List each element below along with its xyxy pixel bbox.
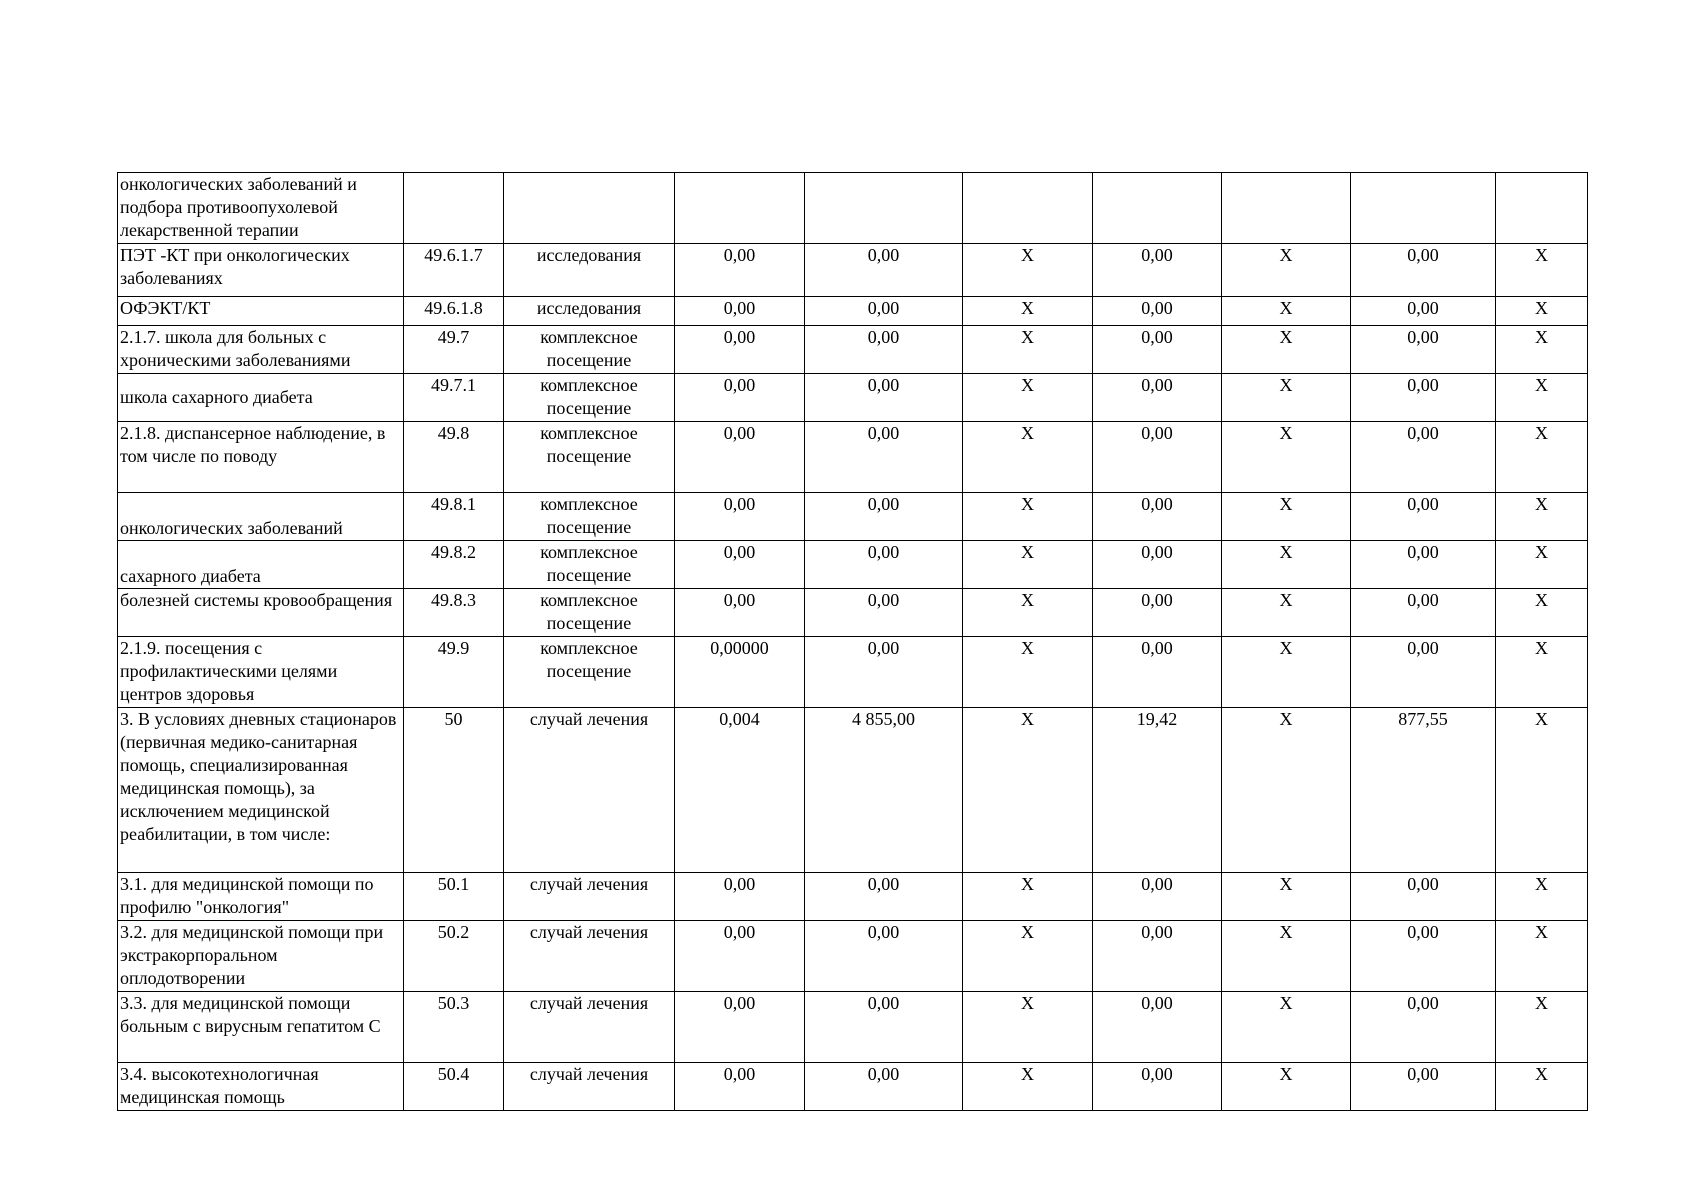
row-value-cell: X xyxy=(1222,589,1351,637)
row-unit-cell: исследования xyxy=(504,244,675,297)
row-value-cell: X xyxy=(1496,493,1588,541)
row-value-cell: 0,00 xyxy=(805,297,963,326)
row-value-cell: X xyxy=(1496,873,1588,921)
row-value-cell: 0,00 xyxy=(805,374,963,422)
row-value-cell: 0,00 xyxy=(1351,992,1496,1063)
row-value-cell: 0,00 xyxy=(805,992,963,1063)
row-code-cell: 49.8.3 xyxy=(404,589,504,637)
row-code-cell: 49.8 xyxy=(404,422,504,493)
row-value-cell xyxy=(1496,173,1588,244)
row-value-cell: X xyxy=(1496,921,1588,992)
row-value-cell: 0,00 xyxy=(805,637,963,708)
row-name-cell: 2.1.8. диспансерное наблюдение, в том числе по поводу xyxy=(118,422,404,493)
row-unit-cell: случай лечения xyxy=(504,708,675,873)
row-value-cell: 0,00 xyxy=(1093,422,1222,493)
row-value-cell xyxy=(1351,173,1496,244)
row-name-cell: 3.3. для медицинской помощи больным с вирусным гепатитом С xyxy=(118,992,404,1063)
row-value-cell: 0,00 xyxy=(675,992,805,1063)
row-unit-cell: случай лечения xyxy=(504,921,675,992)
row-value-cell: 0,00 xyxy=(1351,244,1496,297)
row-value-cell: 0,00 xyxy=(1093,374,1222,422)
row-value-cell: 0,00 xyxy=(805,541,963,589)
row-value-cell: 19,42 xyxy=(1093,708,1222,873)
row-value-cell: 0,00 xyxy=(1351,1063,1496,1111)
row-value-cell: 0,00 xyxy=(805,422,963,493)
row-value-cell xyxy=(675,173,805,244)
table-row xyxy=(118,708,1588,873)
row-name-cell: 2.1.7. школа для больных с хроническими заболеваниями xyxy=(118,326,404,374)
row-value-cell: 0,00 xyxy=(1351,873,1496,921)
row-value-cell: X xyxy=(963,921,1093,992)
row-value-cell: X xyxy=(1496,708,1588,873)
row-value-cell: 0,00 xyxy=(1093,873,1222,921)
row-value-cell: 0,00 xyxy=(1351,541,1496,589)
row-code-cell: 50.3 xyxy=(404,992,504,1063)
table-row xyxy=(118,422,1588,493)
row-code-cell: 49.8.1 xyxy=(404,493,504,541)
row-value-cell: 0,00 xyxy=(675,541,805,589)
row-name-cell: 3.2. для медицинской помощи при экстракорпоральном оплодотворении xyxy=(118,921,404,992)
table-row xyxy=(118,921,1588,992)
row-value-cell: 0,00 xyxy=(805,921,963,992)
row-unit-cell: комплексное посещение xyxy=(504,374,675,422)
row-value-cell: 0,00 xyxy=(1093,589,1222,637)
row-value-cell: X xyxy=(1496,637,1588,708)
row-code-cell: 50.1 xyxy=(404,873,504,921)
row-unit-cell: случай лечения xyxy=(504,1063,675,1111)
row-name-cell: 3.1. для медицинской помощи по профилю "онкология" xyxy=(118,873,404,921)
row-value-cell: 0,004 xyxy=(675,708,805,873)
row-value-cell: X xyxy=(1496,374,1588,422)
row-value-cell: X xyxy=(1222,326,1351,374)
row-name-cell: онкологических заболеваний xyxy=(118,493,404,541)
row-code-cell xyxy=(404,173,504,244)
row-value-cell: X xyxy=(1496,326,1588,374)
row-value-cell: 0,00 xyxy=(1093,244,1222,297)
row-unit-cell: случай лечения xyxy=(504,992,675,1063)
row-value-cell: X xyxy=(1222,244,1351,297)
row-value-cell: 0,00 xyxy=(1351,422,1496,493)
table-row xyxy=(118,326,1588,374)
row-value-cell: X xyxy=(963,374,1093,422)
table-row xyxy=(118,1063,1588,1111)
row-value-cell xyxy=(963,173,1093,244)
row-value-cell xyxy=(805,173,963,244)
table-row xyxy=(118,297,1588,326)
row-value-cell: 0,00 xyxy=(675,297,805,326)
row-value-cell: X xyxy=(1222,1063,1351,1111)
row-value-cell: X xyxy=(963,422,1093,493)
row-value-cell: X xyxy=(1222,422,1351,493)
row-code-cell: 49.6.1.8 xyxy=(404,297,504,326)
row-value-cell: 0,00 xyxy=(1093,297,1222,326)
row-unit-cell: исследования xyxy=(504,297,675,326)
row-value-cell: X xyxy=(1496,541,1588,589)
row-value-cell: 0,00 xyxy=(675,422,805,493)
table-row xyxy=(118,637,1588,708)
table-row xyxy=(118,244,1588,297)
row-name-cell: болезней системы кровообращения xyxy=(118,589,404,637)
row-value-cell: 0,00 xyxy=(675,244,805,297)
row-value-cell: X xyxy=(963,992,1093,1063)
row-unit-cell: комплексное посещение xyxy=(504,326,675,374)
row-value-cell: 0,00 xyxy=(805,244,963,297)
row-value-cell: X xyxy=(1222,992,1351,1063)
row-value-cell: 0,00 xyxy=(675,1063,805,1111)
row-value-cell: X xyxy=(963,326,1093,374)
row-value-cell: 0,00 xyxy=(675,326,805,374)
row-value-cell: X xyxy=(1496,422,1588,493)
row-value-cell: X xyxy=(1222,541,1351,589)
row-value-cell: 0,00 xyxy=(1351,326,1496,374)
table-row xyxy=(118,992,1588,1063)
row-value-cell: X xyxy=(1496,589,1588,637)
row-value-cell: 0,00 xyxy=(1093,992,1222,1063)
row-value-cell: 0,00 xyxy=(1093,326,1222,374)
row-unit-cell: комплексное посещение xyxy=(504,589,675,637)
row-value-cell: X xyxy=(963,708,1093,873)
data-table xyxy=(117,172,1588,1111)
row-code-cell: 50.4 xyxy=(404,1063,504,1111)
row-value-cell: 877,55 xyxy=(1351,708,1496,873)
row-name-cell: 3. В условиях дневных стационаров (первичная медико-санитарная помощь, специализированная медицинская помощь), за исключением медицинской реабилитации, в том числе: xyxy=(118,708,404,873)
row-value-cell: X xyxy=(1222,873,1351,921)
row-value-cell xyxy=(1222,173,1351,244)
row-unit-cell: комплексное посещение xyxy=(504,422,675,493)
row-code-cell: 49.7.1 xyxy=(404,374,504,422)
row-code-cell: 50 xyxy=(404,708,504,873)
table-row xyxy=(118,873,1588,921)
row-value-cell: 0,00 xyxy=(675,589,805,637)
row-value-cell: X xyxy=(1222,921,1351,992)
row-value-cell: 0,00 xyxy=(1351,374,1496,422)
row-unit-cell: комплексное посещение xyxy=(504,493,675,541)
row-value-cell: 0,00 xyxy=(675,873,805,921)
row-value-cell: X xyxy=(1496,244,1588,297)
row-value-cell: X xyxy=(1496,297,1588,326)
row-value-cell: 0,00 xyxy=(675,374,805,422)
row-value-cell: 0,00 xyxy=(675,921,805,992)
row-value-cell: X xyxy=(963,297,1093,326)
row-value-cell: 0,00 xyxy=(805,589,963,637)
row-code-cell: 50.2 xyxy=(404,921,504,992)
table-row xyxy=(118,589,1588,637)
row-unit-cell: комплексное посещение xyxy=(504,541,675,589)
row-value-cell: 0,00 xyxy=(1351,637,1496,708)
row-value-cell: 0,00 xyxy=(1351,493,1496,541)
row-name-cell: сахарного диабета xyxy=(118,541,404,589)
row-value-cell: 0,00 xyxy=(1093,493,1222,541)
row-value-cell: 0,00 xyxy=(1093,637,1222,708)
row-value-cell: X xyxy=(963,493,1093,541)
row-value-cell: 0,00 xyxy=(675,493,805,541)
row-value-cell: 0,00 xyxy=(1093,541,1222,589)
row-value-cell: 4 855,00 xyxy=(805,708,963,873)
row-value-cell: 0,00 xyxy=(805,873,963,921)
row-value-cell: 0,00 xyxy=(1093,921,1222,992)
row-value-cell: 0,00 xyxy=(1351,921,1496,992)
row-value-cell: X xyxy=(1496,992,1588,1063)
row-code-cell: 49.6.1.7 xyxy=(404,244,504,297)
table-row xyxy=(118,173,1588,244)
row-value-cell: 0,00 xyxy=(1351,297,1496,326)
row-value-cell: X xyxy=(963,1063,1093,1111)
row-unit-cell xyxy=(504,173,675,244)
table-row xyxy=(118,374,1588,422)
row-value-cell: X xyxy=(963,589,1093,637)
row-value-cell: X xyxy=(1222,637,1351,708)
row-value-cell: 0,00000 xyxy=(675,637,805,708)
row-unit-cell: случай лечения xyxy=(504,873,675,921)
table-row xyxy=(118,493,1588,541)
row-unit-cell: комплексное посещение xyxy=(504,637,675,708)
row-code-cell: 49.9 xyxy=(404,637,504,708)
row-value-cell: X xyxy=(1222,374,1351,422)
row-value-cell: X xyxy=(963,244,1093,297)
row-value-cell: 0,00 xyxy=(805,326,963,374)
row-value-cell: 0,00 xyxy=(1351,589,1496,637)
row-value-cell: X xyxy=(1222,297,1351,326)
row-value-cell: X xyxy=(1222,708,1351,873)
row-value-cell: X xyxy=(1222,493,1351,541)
row-code-cell: 49.7 xyxy=(404,326,504,374)
row-value-cell: 0,00 xyxy=(1093,1063,1222,1111)
row-name-cell: онкологических заболеваний и подбора противоопухолевой лекарственной терапии xyxy=(118,173,404,244)
row-name-cell: 2.1.9. посещения с профилактическими целями центров здоровья xyxy=(118,637,404,708)
row-value-cell: 0,00 xyxy=(805,493,963,541)
row-value-cell xyxy=(1093,173,1222,244)
row-name-cell: ОФЭКТ/КТ xyxy=(118,297,404,326)
row-value-cell: 0,00 xyxy=(805,1063,963,1111)
row-name-cell: 3.4. высокотехнологичная медицинская помощь xyxy=(118,1063,404,1111)
table-row xyxy=(118,541,1588,589)
row-value-cell: X xyxy=(963,873,1093,921)
row-code-cell: 49.8.2 xyxy=(404,541,504,589)
row-value-cell: X xyxy=(963,637,1093,708)
row-name-cell: школа сахарного диабета xyxy=(118,374,404,422)
row-value-cell: X xyxy=(963,541,1093,589)
row-name-cell: ПЭТ -КТ при онкологических заболеваниях xyxy=(118,244,404,297)
row-value-cell: X xyxy=(1496,1063,1588,1111)
